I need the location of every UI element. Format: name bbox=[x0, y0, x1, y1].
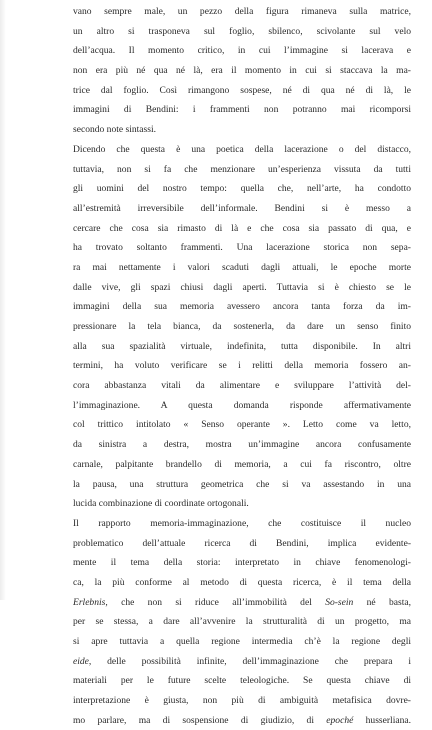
text-segment: si apre tuttavia a quella regione intermedia ch’è la regione degli bbox=[73, 636, 411, 647]
body-text bbox=[73, 2, 411, 730]
text-segment: cora abbastanza vitali da alimentare e sviluppare l’attività del- bbox=[73, 380, 411, 392]
text-line bbox=[73, 41, 411, 61]
text-line bbox=[73, 573, 411, 593]
text-line bbox=[73, 297, 411, 317]
text-segment: lucida combinazione di coordinate ortogonali. bbox=[73, 498, 249, 510]
text-segment: mente il tema della storia: interpretato in chiave fenomenologi- bbox=[73, 557, 411, 569]
text-line bbox=[73, 494, 411, 514]
text-line bbox=[73, 160, 411, 180]
text-segment: , delle possibilità infinite, dell’immaginazione che prepara i bbox=[88, 655, 411, 667]
text-segment: la pausa, una struttura geometrica che si va assestando in una bbox=[73, 478, 411, 490]
text-line bbox=[73, 671, 411, 691]
text-line bbox=[73, 179, 411, 199]
text-segment: secondo note sintassi. bbox=[73, 124, 156, 136]
text-segment: mo parlare, ma di sospensione di giudizio, di bbox=[73, 714, 327, 726]
text-segment: ra mai nettamente i valori scaduti dagli attuali, le epoche morte bbox=[73, 261, 411, 273]
text-line bbox=[73, 238, 411, 258]
text-line bbox=[73, 534, 411, 554]
text-segment: non era più né qua né là, era il momento in cui si staccava la ma- bbox=[73, 65, 411, 77]
text-segment: ha trovato soltanto frammenti. Una lacerazione storica non sepa- bbox=[73, 242, 411, 254]
italic-term: So-sein bbox=[325, 596, 354, 608]
text-segment: pressionare la tela bianca, da sostenerla, da dare un senso finito bbox=[73, 321, 411, 332]
text-segment: vano sempre male, un pezzo della figura rimaneva sulla matrice, bbox=[73, 6, 411, 17]
italic-term: Erlebnis bbox=[73, 596, 106, 608]
text-segment: husserliana. bbox=[353, 714, 411, 726]
text-segment: termini, ha voluto verificare se i relitti della memoria fossero an- bbox=[73, 360, 411, 372]
text-segment: cercare che cosa sia rimasto di là e che cosa sia passato di qua, e bbox=[73, 222, 411, 234]
text-segment: gli uomini del nostro tempo: quella che, nell’arte, ha condotto bbox=[73, 183, 411, 195]
text-line bbox=[73, 258, 411, 278]
text-line bbox=[73, 632, 411, 652]
text-line bbox=[73, 593, 411, 613]
text-line bbox=[73, 81, 411, 101]
text-line bbox=[73, 415, 411, 435]
text-segment: l’immaginazione. A questa domanda risponde affermativamente bbox=[73, 399, 411, 411]
text-line bbox=[73, 22, 411, 42]
text-line bbox=[73, 691, 411, 711]
text-segment: immagini della sua memoria avessero ancora tanta forza da im- bbox=[73, 301, 411, 313]
text-line bbox=[73, 317, 411, 337]
text-line bbox=[73, 376, 411, 396]
text-line bbox=[73, 612, 411, 632]
text-segment: col trittico intitolato « Senso operante ». Letto come va letto, bbox=[73, 419, 411, 431]
text-segment: ca, la più conforme al metodo di questa ricerca, è il tema della bbox=[73, 576, 411, 588]
text-line bbox=[73, 120, 411, 140]
text-segment: all’estremità irreversibile dell’informale. Bendini si è messo a bbox=[73, 202, 411, 214]
text-segment: tuttavia, non si fa che menzionare un’esperienza vissuta da tutti bbox=[73, 163, 411, 175]
text-segment: Il rapporto memoria-immaginazione, che costituisce il nucleo bbox=[73, 517, 411, 529]
italic-term: epoché bbox=[326, 714, 354, 726]
text-line bbox=[73, 140, 411, 160]
text-segment: dalle vive, gli spazi chiusi dagli aperti. Tuttavia si è chiesto se le bbox=[73, 281, 411, 293]
text-line bbox=[73, 278, 411, 298]
text-line bbox=[73, 711, 411, 730]
text-segment: interpretazione è giusta, non più di ambiguità metafisica dovre- bbox=[73, 695, 411, 707]
text-line bbox=[73, 61, 411, 81]
italic-term: eide bbox=[73, 655, 89, 667]
text-line bbox=[73, 455, 411, 475]
text-segment: né basta, bbox=[353, 596, 411, 608]
text-line bbox=[73, 435, 411, 455]
text-segment: un altro si trasponeva sul foglio, sbilenco, scivolante sul velo bbox=[73, 25, 411, 37]
text-line bbox=[73, 356, 411, 376]
text-line bbox=[73, 100, 411, 120]
page-edge-shadow bbox=[0, 0, 6, 600]
text-segment: dell’acqua. Il momento critico, in cui l’immagine si lacerava e bbox=[73, 45, 411, 57]
text-segment: da sinistra a destra, mostra un’immagine ancora confusamente bbox=[73, 439, 411, 451]
text-segment: trice dal foglio. Così rimangono sospese, né di qua né di là, le bbox=[73, 84, 411, 96]
text-line bbox=[73, 2, 411, 22]
text-line bbox=[73, 514, 411, 534]
text-segment: immagini di Bendini: i frammenti non potranno mai ricomporsi bbox=[73, 104, 411, 116]
text-segment: materiali per le future scelte teleologiche. Se questa chiave di bbox=[73, 675, 411, 687]
text-line bbox=[73, 199, 411, 219]
text-segment: problematico dell’attuale ricerca di Bendini, implica evidente- bbox=[73, 537, 411, 549]
text-line bbox=[73, 553, 411, 573]
text-line bbox=[73, 219, 411, 239]
text-segment: Dicendo che questa è una poetica della lacerazione o del distacco, bbox=[73, 143, 411, 155]
text-segment: carnale, palpitante brandello di memoria, a cui fa riscontro, oltre bbox=[73, 458, 411, 470]
text-line bbox=[73, 475, 411, 495]
text-line bbox=[73, 337, 411, 357]
text-segment: , che non si riduce all’immobilità del bbox=[105, 596, 326, 608]
text-line bbox=[73, 652, 411, 672]
text-segment: per se stessa, a dare all’avvenire la strutturalità di un progetto, ma bbox=[73, 616, 411, 628]
text-line bbox=[73, 396, 411, 416]
text-segment: alla sua spazialità virtuale, indefinita, tutta disponibile. In altri bbox=[73, 340, 411, 352]
